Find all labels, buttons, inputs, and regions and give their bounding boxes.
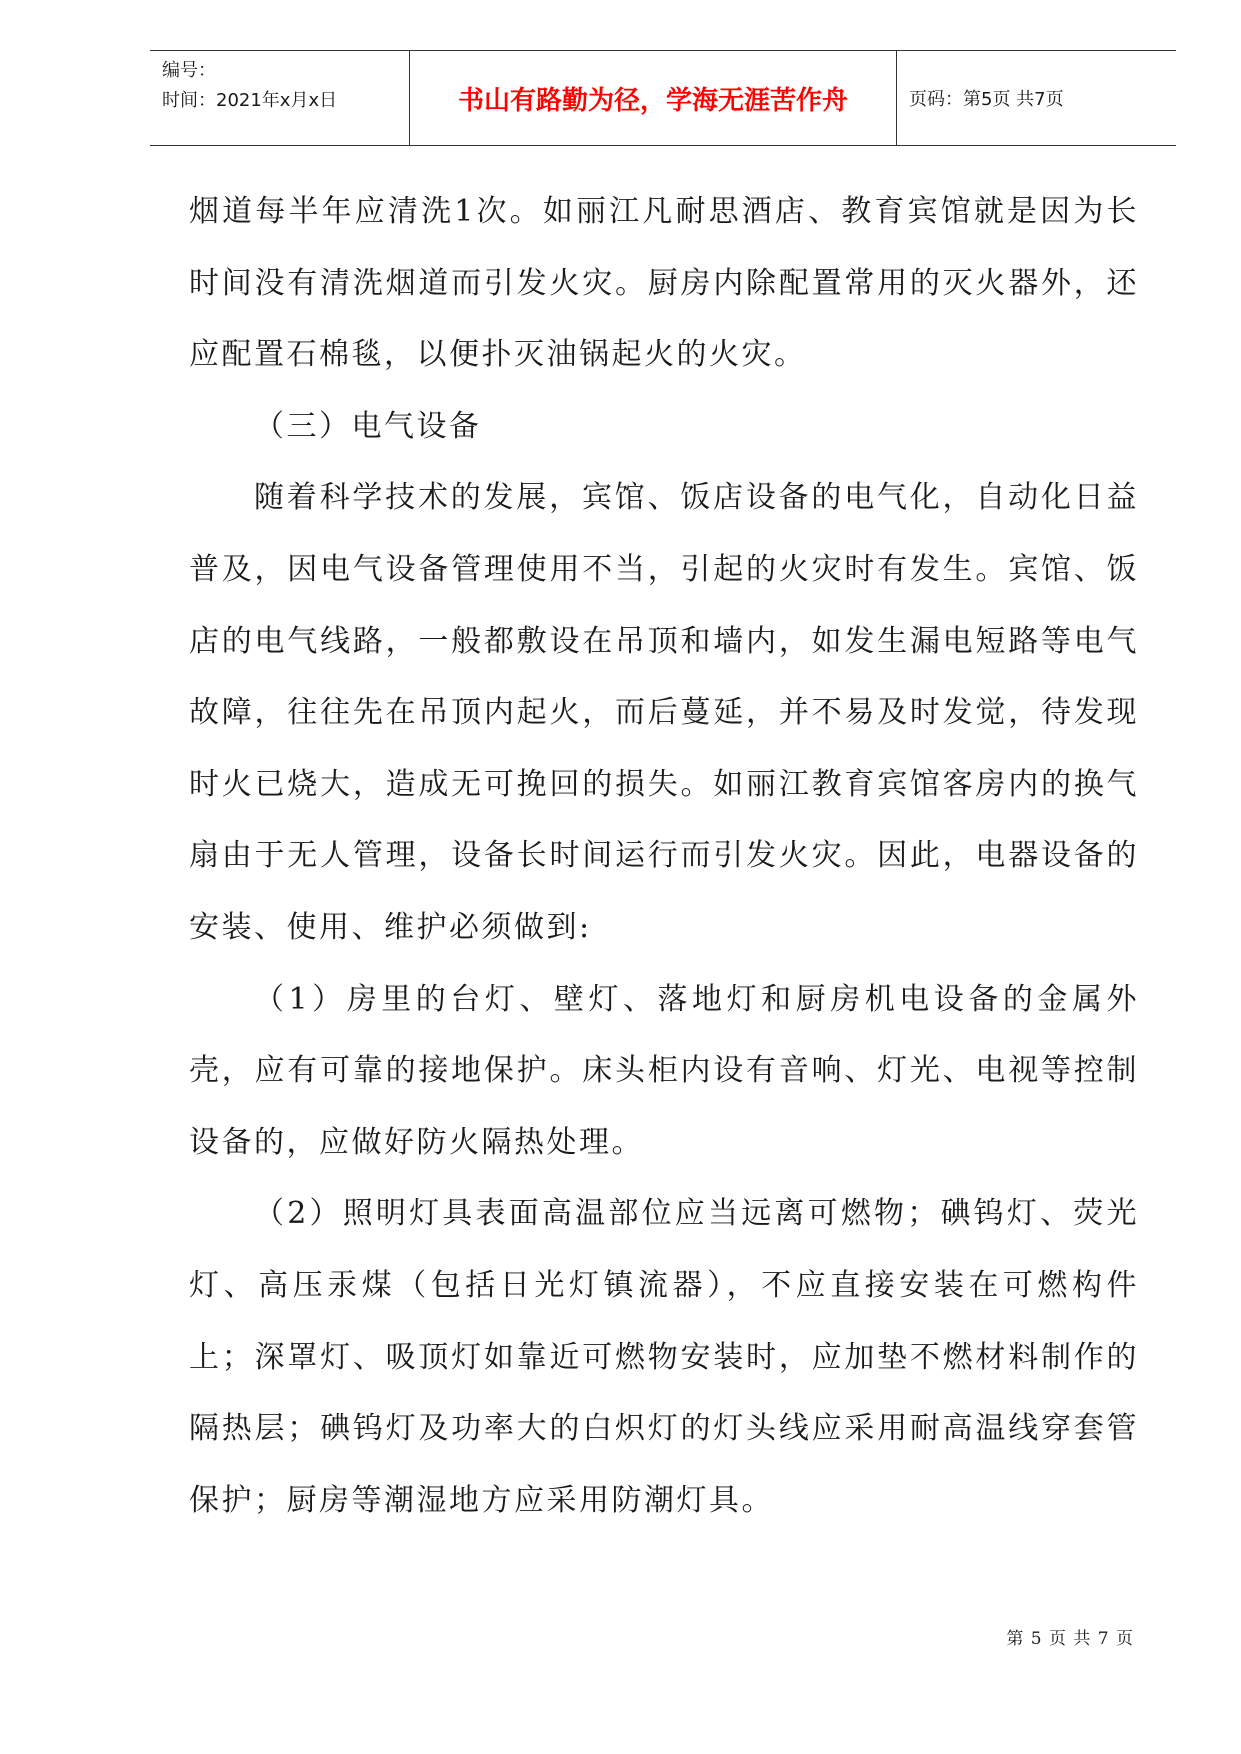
header-page-label: 页码：第5页 共7页	[909, 89, 1064, 110]
page-footer: 第 5 页 共 7 页	[1006, 1629, 1134, 1649]
document-time-label: 时间：2021年x月x日	[162, 90, 338, 111]
paragraph-electrical-intro: 随着科学技术的发展，宾馆、饭店设备的电气化，自动化日益普及，因电气设备管理使用不当，引起的火灾时有发生。宾馆、饭店的电气线路，一般都敷设在吊顶和墙内，如发生漏电短路等电气故障，往往先在吊顶内起火，而后蔓延，并不易及时发觉，待发现时火已烧大，造成无可挽回的损失。如丽江教育宾馆客房内的换气扇由于无人管理，设备长时间运行而引发火灾。因此，电器设备的安装、使用、维护必须做到:	[189, 480, 1139, 945]
section-heading-electrical: （三）电气设备	[254, 408, 482, 444]
paragraph-item-2: （2）照明灯具表面高温部位应当远离可燃物；碘钨灯、荧光灯、高压汞煤（包括日光灯镇流器），不应直接安装在可燃构件上；深罩灯、吸顶灯如靠近可燃物安装时，应加垫不燃材料制作的隔热层；碘钨灯及功率大的白炽灯的灯头线应采用耐高温线穿套管保护；厨房等潮湿地方应采用防潮灯具。	[189, 1196, 1139, 1518]
header-motto-cell	[410, 51, 897, 145]
page-header	[150, 50, 1176, 146]
document-body	[189, 176, 1139, 1536]
paragraph-chimney-cleaning: 烟道每半年应清洗1次。如丽江凡耐思酒店、教育宾馆就是因为长时间没有清洗烟道而引发火灾。厨房内除配置常用的灭火器外，还应配置石棉毯，以便扑灭油锅起火的火灾。	[189, 194, 1139, 373]
header-motto: 书山有路勤为径，学海无涯苦作舟	[457, 85, 848, 116]
header-page-cell	[897, 51, 1176, 145]
paragraph-item-1: （1）房里的台灯、壁灯、落地灯和厨房机电设备的金属外壳，应有可靠的接地保护。床头柜内设有音响、灯光、电视等控制设备的，应做好防火隔热处理。	[189, 981, 1139, 1160]
header-meta	[150, 51, 410, 145]
document-number-label: 编号：	[162, 60, 216, 81]
